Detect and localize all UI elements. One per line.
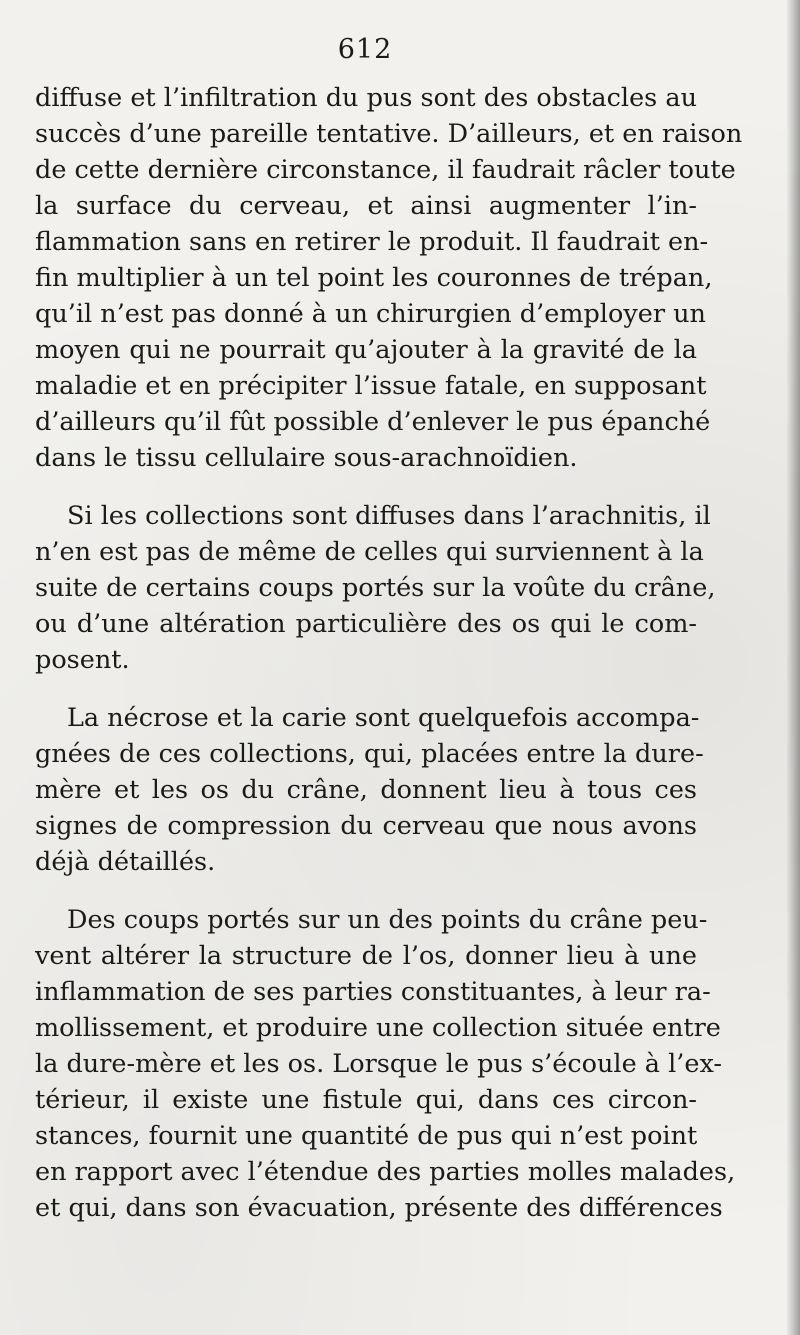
text-line: flammation sans en retirer le produit. Il faudrait en- [35, 227, 709, 257]
text-line: Des coups portés sur un des points du crâne peu- [67, 905, 708, 935]
paragraph [35, 498, 716, 678]
text-line: n’en est pas de même de celles qui surviennent à la [35, 537, 704, 567]
text-line: inflammation de ses parties constituantes, à leur ra- [35, 977, 711, 1007]
text-line: térieur, il existe une fistule qui, dans ces circon- [35, 1085, 697, 1115]
text-line: Si les collections sont diffuses dans l’arachnitis, il [67, 501, 711, 531]
text-line: succès d’une pareille tentative. D’ailleurs, et en raison [35, 119, 743, 149]
text-line: posent. [35, 645, 130, 675]
paragraph [35, 700, 704, 880]
text-line: diffuse et l’infiltration du pus sont des obstacles au [35, 83, 697, 113]
text-line: mollissement, et produire une collection située entre [35, 1013, 721, 1043]
text-line: d’ailleurs qu’il fût possible d’enlever le pus épanché [35, 407, 711, 437]
paragraph [35, 80, 743, 476]
text-line: moyen qui ne pourrait qu’ajouter à la gravité de la [35, 335, 697, 365]
text-line: suite de certains coups portés sur la voûte du crâne, [35, 573, 716, 603]
text-line: de cette dernière circonstance, il faudrait râcler toute [35, 155, 736, 185]
text-line: mère et les os du crâne, donnent lieu à tous ces [35, 775, 697, 805]
text-line: et qui, dans son évacuation, présente des différences [35, 1193, 723, 1223]
page-number: 612 [337, 34, 393, 65]
paragraph [35, 902, 736, 1226]
text-line: vent altérer la structure de l’os, donner lieu à une [35, 941, 697, 971]
text-line: maladie et en précipiter l’issue fatale, en supposant [35, 371, 707, 401]
text-line: fin multiplier à un tel point les couronnes de trépan, [35, 263, 713, 293]
text-line: dans le tissu cellulaire sous-arachnoïdien. [35, 443, 578, 473]
text-line: en rapport avec l’étendue des parties molles malades, [35, 1157, 736, 1187]
text-line: la surface du cerveau, et ainsi augmenter l’in- [35, 191, 697, 221]
text-line: déjà détaillés. [35, 847, 216, 877]
text-line: la dure-mère et les os. Lorsque le pus s’écoule à l’ex- [35, 1049, 722, 1079]
text-line: qu’il n’est pas donné à un chirurgien d’employer un [35, 299, 706, 329]
text-line: stances, fournit une quantité de pus qui n’est point [35, 1121, 698, 1151]
text-line: signes de compression du cerveau que nous avons [35, 811, 697, 841]
text-line: La nécrose et la carie sont quelquefois accompa- [67, 703, 700, 733]
text-line: gnées de ces collections, qui, placées entre la dure- [35, 739, 704, 769]
body-text [35, 80, 743, 1248]
text-line: ou d’une altération particulière des os qui le com- [35, 609, 697, 639]
